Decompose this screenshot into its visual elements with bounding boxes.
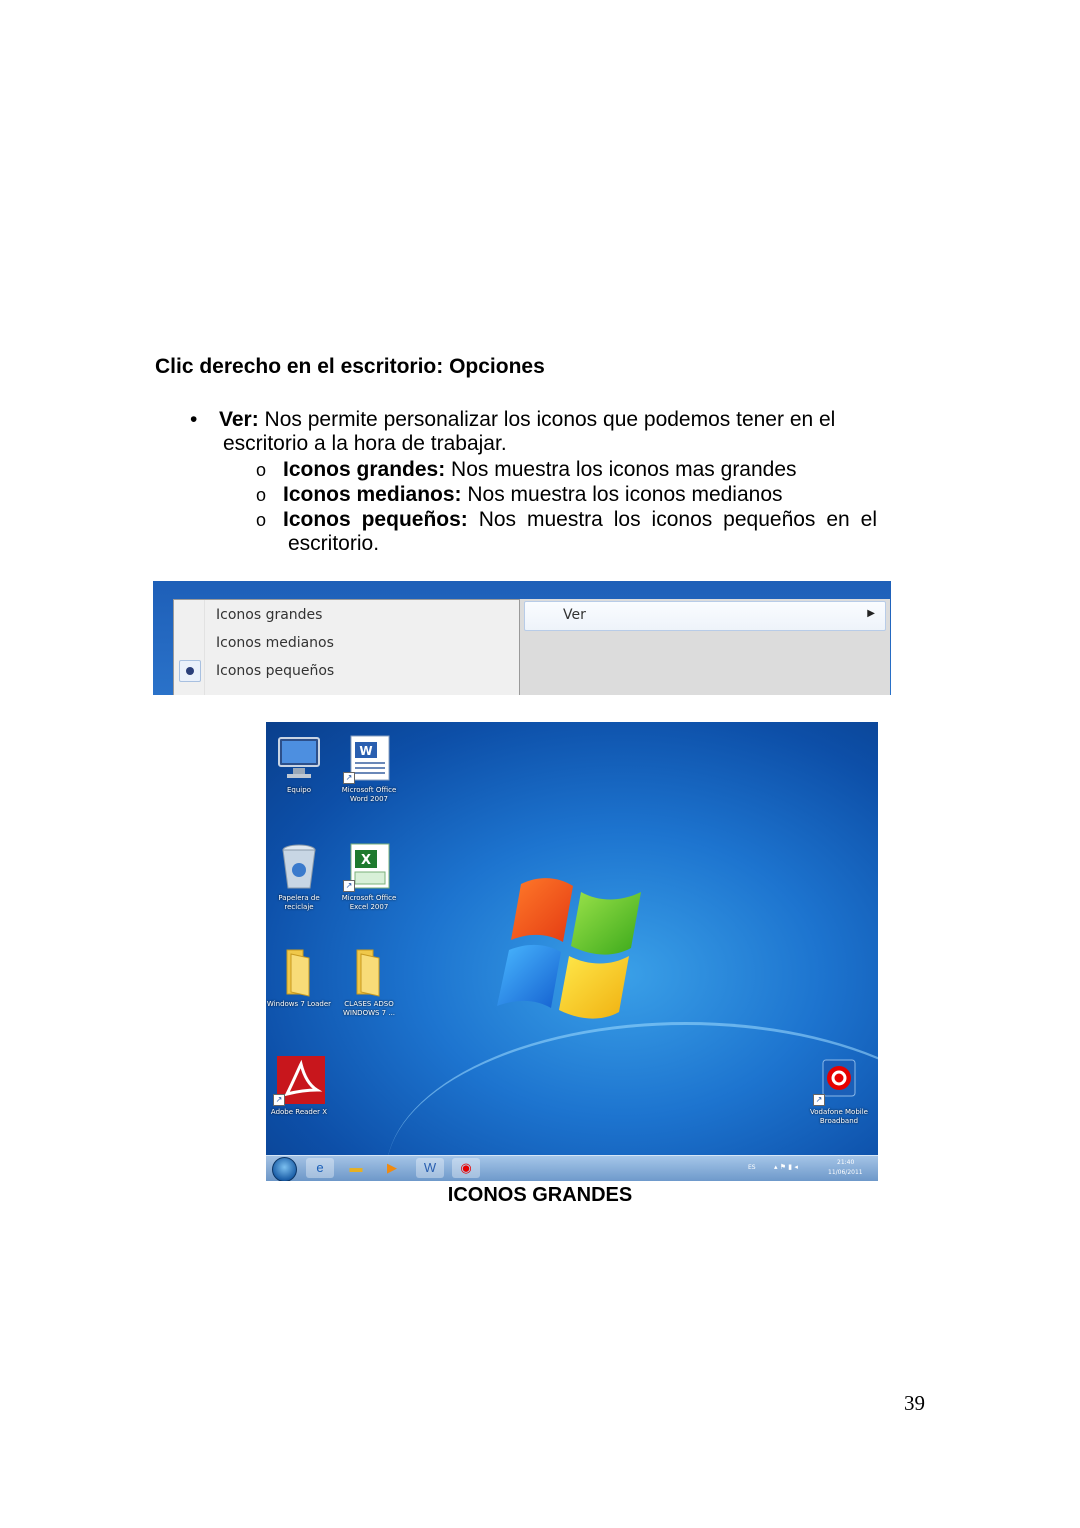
desktop-icon-label: CLASES ADSO WINDOWS 7 ... — [342, 1000, 396, 1017]
bullet-text: Nos permite personalizar los iconos que podemos tener en el — [258, 408, 836, 431]
desktop-icon-papelera[interactable] — [266, 840, 332, 912]
vodafone-icon — [813, 1054, 865, 1106]
subitem-term: Iconos medianos: — [283, 483, 462, 506]
menu-item-ver-label: Ver — [563, 607, 586, 623]
figure-caption: ICONOS GRANDES — [447, 1184, 633, 1206]
desktop-screenshot — [266, 722, 878, 1181]
computer-icon — [273, 732, 325, 784]
windows-logo-icon — [481, 872, 661, 1032]
tray-icons: ▴ ⚑ ▮ ◂ — [774, 1163, 798, 1171]
svg-text:X: X — [360, 853, 372, 868]
explorer-folder-icon[interactable]: ▬ — [349, 1160, 363, 1175]
submenu-arrow-icon: ▶ — [867, 608, 875, 619]
shortcut-arrow-icon: ↗ — [273, 1094, 285, 1106]
subitem-term: Iconos pequeños: — [283, 508, 468, 531]
tray-language[interactable]: ES — [748, 1164, 756, 1171]
selected-radio-icon — [179, 660, 201, 682]
excel-icon — [343, 840, 395, 892]
taskbar — [266, 1155, 878, 1181]
shortcut-arrow-icon: ↗ — [813, 1094, 825, 1106]
subitem-continuation: escritorio. — [288, 532, 380, 555]
subitem-text: Nos muestra los iconos mas grandes — [445, 458, 797, 481]
desktop-icon-equipo[interactable] — [266, 732, 332, 795]
desktop-icon-label: Windows 7 Loader — [266, 1000, 332, 1008]
subitem-text: Nos muestra los iconos medianos — [461, 483, 783, 506]
desktop-icon-label: Vodafone Mobile Broadband — [810, 1108, 868, 1125]
bullet-continuation: escritorio a la hora de trabajar. — [223, 432, 507, 455]
page-number: 39 — [904, 1391, 925, 1415]
folder-icon — [273, 946, 325, 998]
ie-icon[interactable]: e — [306, 1158, 334, 1178]
section-heading: Clic derecho en el escritorio: Opciones — [155, 355, 545, 378]
circle-bullet-icon: o — [256, 510, 267, 530]
desktop-icon-label: Microsoft Office Word 2007 — [341, 786, 397, 803]
subitem-text: Nos muestra los iconos pequeños en el — [467, 508, 877, 531]
svg-text:W: W — [359, 744, 373, 758]
context-menu-screenshot — [153, 581, 891, 695]
vodafone-taskbar-icon[interactable]: ◉ — [452, 1158, 480, 1178]
desktop-icon-label: Microsoft Office Excel 2007 — [341, 894, 397, 911]
desktop-icon-label: Equipo — [287, 786, 311, 794]
desktop-icon-adobe-reader[interactable] — [266, 1054, 332, 1117]
desktop-icon-windows7-loader[interactable] — [266, 946, 332, 1009]
desktop-icon-label: Adobe Reader X — [270, 1108, 328, 1116]
folder-icon — [343, 946, 395, 998]
tray-date[interactable]: 11/06/2011 — [828, 1169, 863, 1176]
tray-time[interactable]: 21:40 — [837, 1159, 855, 1166]
subitem-term: Iconos grandes: — [283, 458, 446, 481]
bullet-dot-icon: • — [190, 408, 198, 431]
view-submenu — [173, 599, 522, 695]
desktop-icon-excel[interactable] — [336, 840, 402, 912]
shortcut-arrow-icon: ↗ — [343, 880, 355, 892]
recycle-bin-icon — [273, 840, 325, 892]
context-menu — [519, 599, 890, 695]
circle-bullet-icon: o — [256, 460, 267, 480]
menu-item-iconos-medianos[interactable]: Iconos medianos — [216, 635, 334, 651]
desktop-icon-word[interactable] — [336, 732, 402, 804]
menu-item-iconos-grandes[interactable]: Iconos grandes — [216, 607, 323, 623]
media-player-icon[interactable]: ▶ — [387, 1160, 397, 1175]
word-taskbar-icon[interactable]: W — [416, 1158, 444, 1178]
menu-item-ver[interactable] — [524, 601, 886, 631]
word-icon — [343, 732, 395, 784]
adobe-reader-icon — [273, 1054, 325, 1106]
shortcut-arrow-icon: ↗ — [343, 772, 355, 784]
desktop-icon-clases[interactable] — [336, 946, 402, 1018]
bullet-term: Ver: — [219, 408, 259, 431]
menu-item-iconos-pequenos[interactable]: Iconos pequeños — [216, 663, 335, 679]
desktop-icon-label: Papelera de reciclaje — [278, 894, 320, 911]
circle-bullet-icon: o — [256, 485, 267, 505]
start-button[interactable] — [272, 1157, 297, 1181]
desktop-icon-vodafone[interactable] — [806, 1054, 872, 1126]
